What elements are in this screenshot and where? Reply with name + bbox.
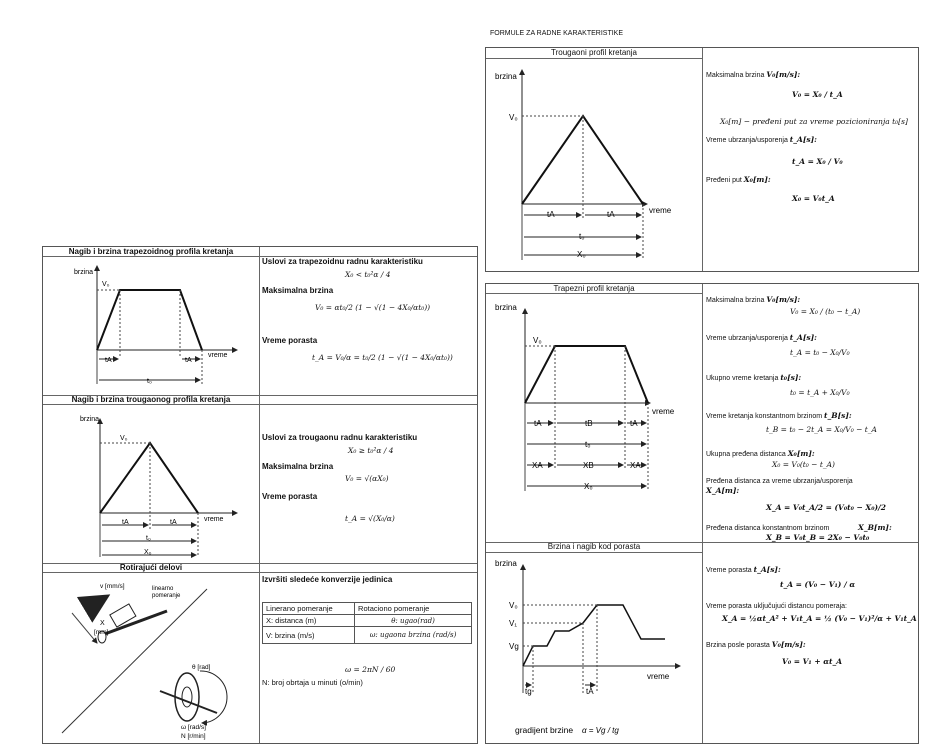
tri-rise-formula: t_A = √(X₀/α) [345,514,395,523]
r-tri-acc-formula: t_A = X₀ / V₀ [792,157,843,166]
tri-vmax-formula: V₀ = √(αX₀) [345,474,389,483]
mm-label: [mm] [94,629,109,636]
tri-cond-label: Uslovi za trougaonu radnu karakteristiku [262,433,418,442]
r-acc-rise-formula: t_A = (V₀ − V₁) / α [780,580,856,589]
ta-label: tA [122,519,129,526]
r-acc-rise-text: Vreme porasta [706,567,752,574]
r-tri-vmax-text: Maksimalna brzina [706,72,765,79]
r-trap-total [706,373,801,383]
ta-label-2: tA [607,210,615,219]
right-acc-header: Brzina i nagib kod porasta [547,542,641,551]
theta-label: θ [rad] [192,664,211,671]
rotating-parts-illustration [42,573,258,741]
brzina-label: brzina [495,72,517,81]
r-trap-vmax-text: Maksimalna brzina [706,297,765,304]
r-trap-adist-formula: X_A = V₀t_A/2 = (V₀t₀ − X₀)/2 [766,503,887,512]
t0-label: t₀ [585,440,591,449]
v0-label: V₀ [120,435,128,442]
brzina-label: brzina [495,303,517,312]
conv-r1c1: X: distanca (m) [263,615,355,627]
divider [702,284,703,743]
t0-label: t₀ [579,232,585,241]
conversion-table [262,602,472,644]
n-label: N [r/min] [181,733,206,740]
r-acc-rise-unit: t_A[s]: [753,565,781,574]
r-trap-vmax-unit: V₀[m/s]: [766,295,801,304]
trap-cond-label: Uslovi za trapezoidnu radnu karakteristiku [262,257,423,266]
ta-label-2: tA [630,419,638,428]
left-trap-graph [42,256,258,394]
vreme-label: vreme [208,352,228,359]
r-trap-vmax-formula: V₀ = X₀ / (t₀ − t_A) [790,307,861,316]
conversion-label: Izvršiti sledeće konverzije jedinica [262,575,393,584]
trap-vmax-formula: V₀ = αt₀/2 (1 − √(1 − 4X₀/αt₀)) [315,303,431,312]
trap-rise-formula: t_A = V₀/α = t₀/2 (1 − √(1 − 4X₀/αt₀)) [312,353,453,362]
r-acc-rise [706,565,781,575]
tg-label: tg [525,687,532,696]
r-acc-vafter-formula: V₀ = V₁ + αt_A [782,657,843,666]
r-tri-dist-unit: X₀[m]: [743,175,771,184]
r-trap-tdist-formula: X₀ = V₀(t₀ − t_A) [772,460,835,469]
ta-label-2: tA [170,519,177,526]
r-trap-cdist-text: Pređena distanca konstantnom brzinom [706,525,830,532]
ta-label-2: tA [185,357,192,364]
tri-rise-label: Vreme porasta [262,492,318,501]
v0-label: V₀ [102,281,110,288]
v-label: v [mm/s] [100,583,125,590]
r-trap-vmax [706,295,800,305]
r-trap-const-text: Vreme kretanja konstantnom brzinom [706,413,823,420]
r-trap-acc-text: Vreme ubrzanja/usporenja [706,335,788,342]
r-trap-total-formula: t₀ = t_A + X₀/V₀ [790,388,850,397]
r-trap-tdist-unit: X₀[m]: [787,449,815,458]
omega-formula: ω = 2πN / 60 [345,665,396,674]
r-acc-vafter [706,640,806,650]
r-tri-acc-unit: t_A[s]: [789,135,817,144]
r-acc-vafter-unit: V₀[m/s]: [771,640,806,649]
left-column-divider [259,247,260,743]
r-trap-acc-formula: t_A = t₀ − X₀/V₀ [790,348,850,357]
formulas-title: FORMULE ZA RADNE KARAKTERISTIKE [490,30,624,37]
pomeranje-label: pomeranje [152,593,181,599]
omega-label: ω [rad/s] [181,724,206,731]
ta-label: tA [105,357,112,364]
r-trap-cdist-unit: X_B[m]: [858,523,892,532]
vreme-label: vreme [652,407,675,416]
grad-label: gradijent brzine [515,725,574,735]
r-tri-vmax [706,70,800,80]
brzina-label: brzina [80,416,100,423]
t0-label: t₀ [146,535,151,542]
t0-label: t₀ [147,378,152,385]
tb-label: tB [585,419,593,428]
xa-label: XA [532,461,543,470]
grad-formula: α = Vg / tg [582,726,619,735]
trap-profile-header: Nagib i brzina trapezoidnog profila kretanja [68,247,234,256]
n-note: N: broj obrtaja u minuti (o/min) [262,678,363,687]
right-acc-graph [485,553,701,743]
r-trap-cdist-formula: X_B = V₀t_B = 2X₀ − V₀t₀ [766,533,870,542]
r-trap-total-unit: t₀[s]: [780,373,802,382]
r-trap-const [706,411,852,421]
ta-label: tA [534,419,542,428]
r-trap-tdist [706,449,815,459]
brzina-label: brzina [495,559,517,568]
linearno-label: linearno [152,586,174,592]
r-tri-x0-note: X₀[m] − pređeni put za vreme pozicioniranja t₀[s] [720,117,908,126]
trap-vmax-label: Maksimalna brzina [262,286,334,295]
r-tri-vmax-unit: V₀[m/s]: [766,70,801,79]
conv-r2c1: V: brzina (m/s) [263,627,355,644]
v0-label: V₀ [533,336,542,345]
right-tri-graph [485,58,701,268]
r-trap-total-text: Ukupno vreme kretanja [706,375,779,382]
r-acc-vafter-text: Brzina posle porasta [706,642,770,649]
v0-label: V₀ [509,601,518,610]
r-trap-acc-unit: t_A[s]: [789,333,817,342]
vreme-label: vreme [204,516,224,523]
vreme-label: vreme [649,206,672,215]
right-trap-header: Trapezni profil kretanja [553,284,635,293]
r-trap-tdist-text: Ukupna pređena distanca [706,451,786,458]
tri-cond-formula: X₀ ≥ t₀²α / 4 [348,446,394,455]
r-tri-dist-text: Pređeni put [706,177,742,184]
x-label: X [100,620,105,627]
divider [702,48,703,271]
r-trap-const-unit: t_B[s]: [824,411,852,420]
r-acc-risex: Vreme porasta uključujući distancu pomeraja: [706,603,847,610]
v0-label: V₀ [509,113,518,122]
conv-r1c2: θ: ugao(rad) [355,615,472,627]
vg-label: Vg [509,642,519,651]
x0-label: X₀ [577,250,586,259]
r-tri-dist-formula: X₀ = V₀t_A [792,194,835,203]
left-tri-graph [42,405,258,563]
vreme-label: vreme [647,672,670,681]
tri-profile-header: Nagib i brzina trougaonog profila kretanja [71,395,231,404]
ta-label: tA [547,210,555,219]
brzina-label: brzina [74,269,94,276]
trap-cond-formula: X₀ < t₀²α / 4 [345,270,391,279]
x0-label: X₀ [584,482,593,491]
xb-label: XB [583,461,594,470]
r-trap-acc [706,333,817,343]
conv-r2c2: ω: ugaona brzina (rad/s) [355,627,472,644]
conv-col2: Rotaciono pomeranje [355,603,472,615]
x0-label: X₀ [144,549,152,556]
right-tri-header: Trougaoni profil kretanja [551,48,637,57]
r-tri-acc-text: Vreme ubrzanja/usporenja [706,137,788,144]
right-trap-graph [485,293,701,543]
r-acc-risex-formula: X_A = ½αt_A² + V₁t_A = ½ (V₀ − V₁)²/α + V₁t_A [722,614,917,623]
xa-label-2: XA [630,461,641,470]
v1-label: V₁ [509,619,518,628]
tri-vmax-label: Maksimalna brzina [262,462,334,471]
r-trap-const-formula: t_B = t₀ − 2t_A = X₀/V₀ − t_A [766,425,877,434]
r-trap-adist: Pređena distanca za vreme ubrzanja/usporenja [706,478,853,485]
rotating-parts-header: Rotirajući delovi [119,563,183,572]
r-trap-cdist [706,524,829,533]
trap-rise-label: Vreme porasta [262,336,318,345]
r-trap-adist-unit: X_A[m]: [706,486,740,495]
ta-label: tA [586,687,594,696]
conv-col1: Linerano pomeranje [263,603,355,615]
r-tri-dist [706,175,771,185]
r-tri-acc [706,135,817,145]
r-tri-vmax-formula: V₀ = X₀ / t_A [792,90,843,99]
